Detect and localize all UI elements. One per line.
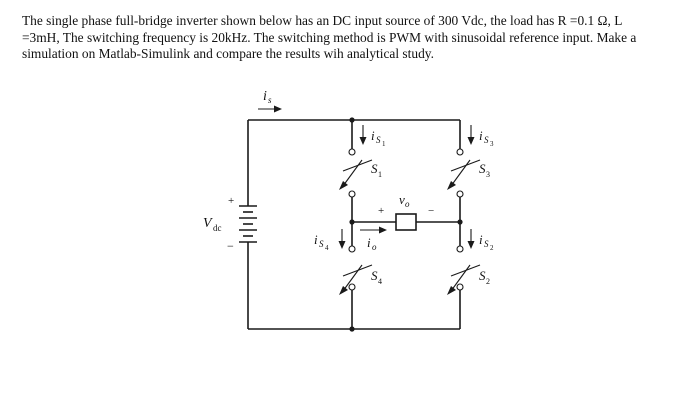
svg-text:S: S [319, 239, 324, 249]
switch-s3-icon [447, 149, 480, 197]
svg-text:4: 4 [378, 277, 382, 286]
svg-text:S: S [479, 268, 486, 283]
svg-text:v: v [399, 192, 405, 207]
svg-text:S: S [371, 268, 378, 283]
svg-text:2: 2 [486, 277, 490, 286]
io-label [367, 235, 377, 252]
load-box-icon [396, 214, 416, 230]
vdc-label [203, 216, 222, 233]
is2-arrow-icon [468, 229, 475, 249]
svg-text:i: i [479, 232, 483, 247]
is2-label [479, 232, 494, 252]
svg-text:o: o [405, 199, 410, 209]
svg-text:3: 3 [486, 170, 490, 179]
svg-text:i: i [371, 128, 375, 143]
switch-s4-icon [339, 246, 372, 295]
svg-text:dc: dc [213, 223, 222, 233]
s2-label [479, 268, 490, 286]
s1-label [371, 161, 382, 179]
vo-minus-sign: − [428, 205, 435, 217]
svg-text:2: 2 [490, 244, 494, 252]
question-line-2: =3mH, The switching frequency is 20kHz. The switching method is PWM with sinusoidal reference input. Make a [22, 29, 637, 45]
svg-text:i: i [263, 89, 267, 104]
is4-label [314, 232, 329, 252]
source-plus-sign: + [228, 195, 235, 207]
s4-label [371, 268, 382, 286]
svg-text:i: i [367, 235, 371, 250]
switch-s2-icon [447, 246, 480, 295]
svg-text:i: i [314, 232, 318, 247]
vo-label [399, 192, 410, 209]
svg-text:1: 1 [378, 170, 382, 179]
svg-text:i: i [479, 128, 483, 143]
is4-arrow-icon [339, 229, 346, 249]
is3-label [479, 128, 494, 148]
is-label [263, 89, 272, 105]
source-minus-sign: − [227, 239, 234, 253]
svg-text:S: S [484, 135, 489, 145]
svg-text:3: 3 [490, 140, 494, 148]
dc-source [239, 204, 257, 244]
svg-text:s: s [268, 95, 272, 105]
is3-arrow-icon [468, 125, 475, 145]
switch-s1-icon [339, 149, 372, 197]
svg-text:o: o [372, 242, 377, 252]
circuit-wires [248, 117, 463, 331]
io-arrow-icon [360, 227, 387, 234]
s3-label [479, 161, 490, 179]
source-current-arrow-icon [258, 106, 282, 113]
svg-text:S: S [371, 161, 378, 176]
svg-text:S: S [479, 161, 486, 176]
svg-text:4: 4 [325, 244, 329, 252]
svg-text:V: V [203, 216, 212, 231]
is1-arrow-icon [360, 125, 367, 145]
is1-label [371, 128, 386, 148]
svg-text:1: 1 [382, 140, 386, 148]
question-line-3: simulation on Matlab-Simulink and compare the results wih analytical study. [22, 46, 434, 61]
vo-plus-sign: + [378, 205, 385, 217]
svg-text:S: S [376, 135, 381, 145]
question-line-1: The single phase full-bridge inverter shown below has an DC input source of 300 Vdc, the load has R =0.1 Ω, L [22, 13, 623, 28]
svg-text:S: S [484, 239, 489, 249]
